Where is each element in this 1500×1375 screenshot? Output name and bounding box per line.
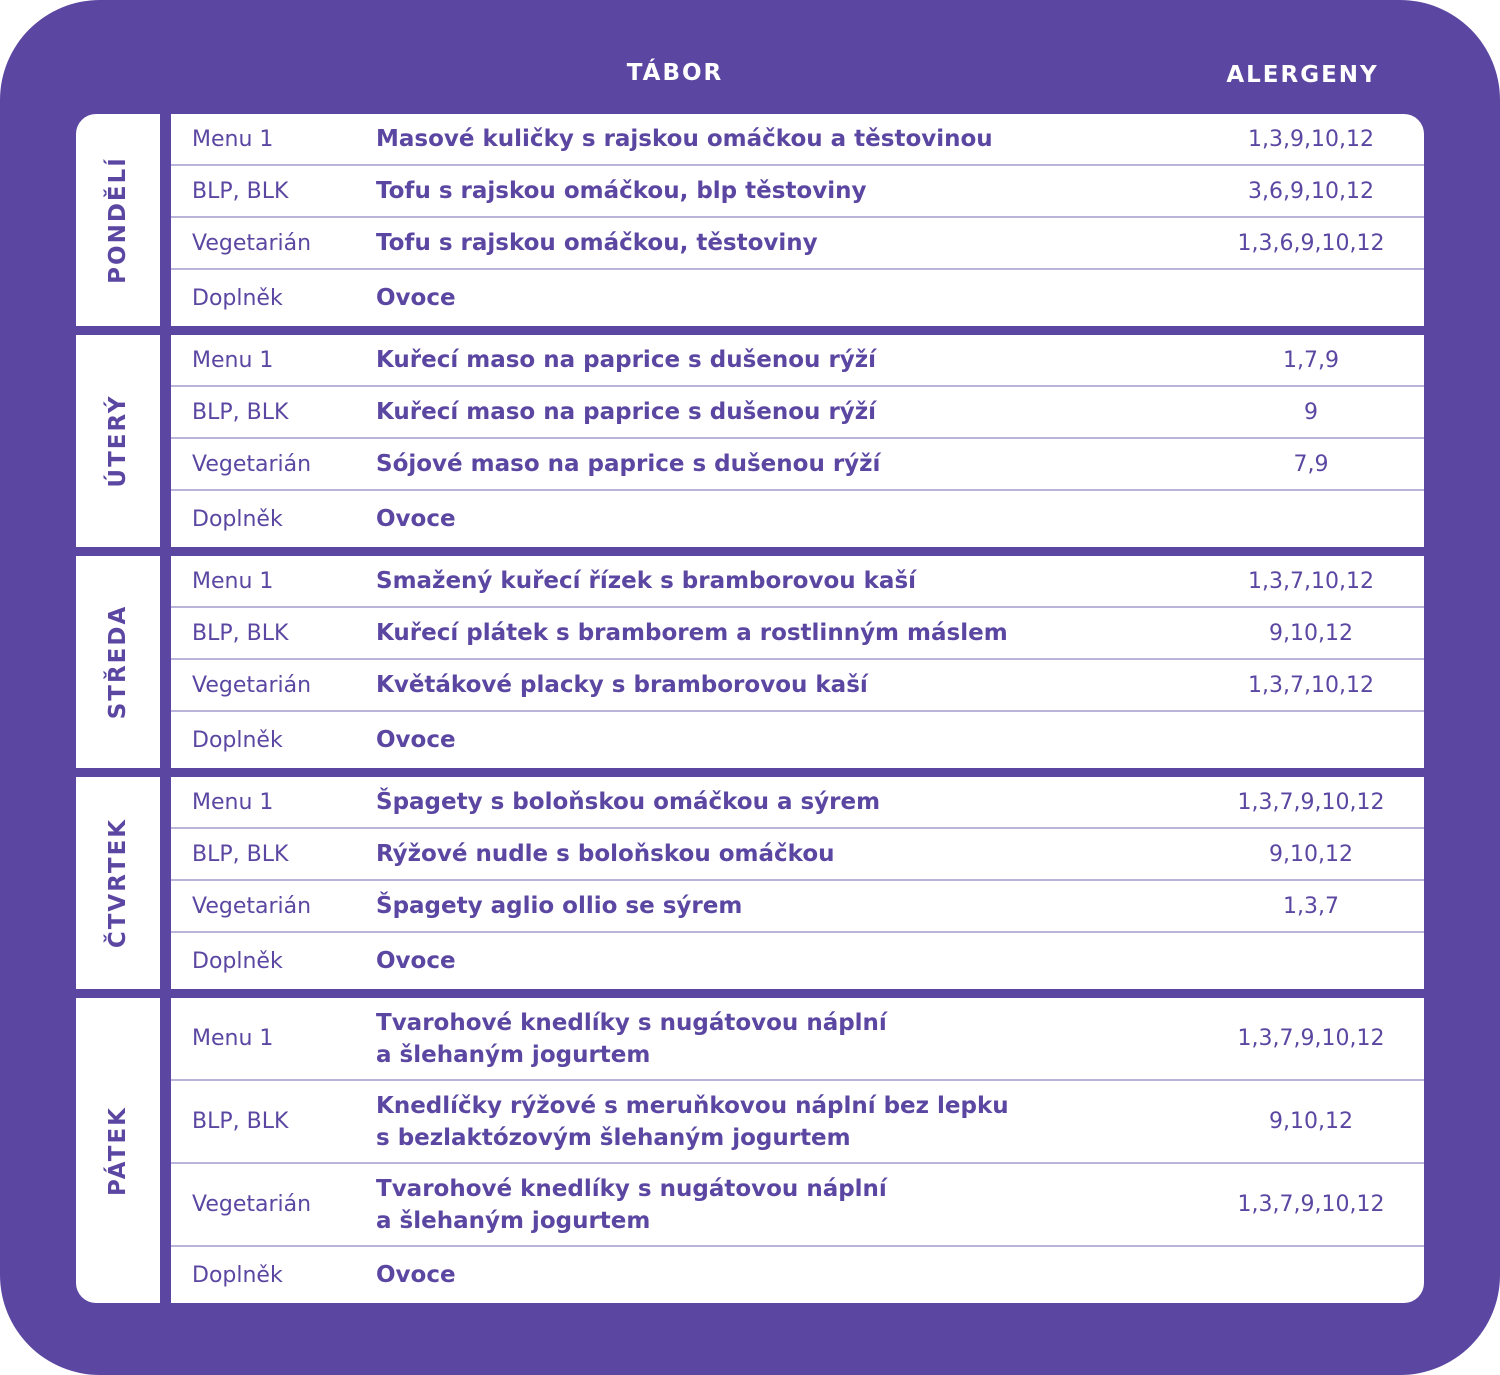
dish-name: Kuřecí maso na paprice s dušenou rýží [376,347,877,373]
menu-type: Menu 1 [192,789,274,815]
table-row [171,712,1424,768]
table-row [171,114,1424,166]
table-row [171,829,1424,881]
column-header-tabor: TÁBOR [626,60,724,86]
menu-type: BLP, BLK [192,620,289,646]
allergen-codes [1191,1247,1431,1303]
column-header-alergeny: ALERGENY [1226,62,1379,88]
allergen-codes: 1,3,7,9,10,12 [1237,1192,1385,1217]
dish-name: Tofu s rajskou omáčkou, blp těstoviny [376,178,867,204]
allergen-codes: 1,3,7,9,10,12 [1237,1026,1385,1051]
table-row [171,1081,1424,1164]
day-section-patek [171,998,1424,1303]
table-row [171,608,1424,660]
day-label-utery [76,335,160,547]
table-row [171,218,1424,270]
dish-name: Knedlíčky rýžové s meruňkovou náplní bez lepku s bezlaktózovým šlehaným jogurtem [376,1092,1009,1151]
menu-type: Doplněk [192,285,283,311]
day-section-pondeli [171,114,1424,326]
allergen-codes: 9 [1304,399,1318,425]
day-section-utery [171,335,1424,547]
allergen-codes: 3,6,9,10,12 [1248,178,1374,204]
allergen-codes: 1,3,9,10,12 [1248,126,1374,152]
menu-type: Menu 1 [192,126,274,152]
menu-type: Vegetarián [192,230,312,256]
dish-name: Ovoce [376,506,456,532]
allergen-codes: 9,10,12 [1269,841,1353,867]
table-row [171,387,1424,439]
menu-type: BLP, BLK [192,399,289,425]
dish-name: Rýžové nudle s boloňskou omáčkou [376,841,835,867]
dish-name: Ovoce [376,948,456,974]
menu-type: Menu 1 [192,347,274,373]
day-label-streda [76,556,160,768]
dish-name: Kuřecí maso na paprice s dušenou rýží [376,399,877,425]
day-label-ctvrtek [76,777,160,989]
menu-type: Vegetarián [192,1192,312,1217]
table-row [171,439,1424,491]
allergen-codes [1191,933,1431,989]
table-row [171,1164,1424,1247]
allergen-codes: 9,10,12 [1269,620,1353,646]
table-row [171,998,1424,1081]
dish-name: Smažený kuřecí řízek s bramborovou kaší [376,568,917,594]
allergen-codes: 1,7,9 [1283,347,1339,373]
allergen-codes: 1,3,6,9,10,12 [1237,230,1385,256]
allergen-codes [1191,270,1431,326]
table-row [171,777,1424,829]
dish-name: Špagety s boloňskou omáčkou a sýrem [376,789,881,815]
day-label-pondeli [76,114,160,326]
dish-name: Tvarohové knedlíky s nugátovou náplní a šlehaným jogurtem [376,1009,887,1068]
menu-type: BLP, BLK [192,178,289,204]
menu-type: Vegetarián [192,893,312,919]
day-label-patek [76,998,160,1303]
dish-name: Sójové maso na paprice s dušenou rýží [376,451,881,477]
dish-name: Ovoce [376,727,456,753]
dish-name: Květákové placky s bramborovou kaší [376,672,868,698]
dish-name: Ovoce [376,1262,456,1288]
table-row [171,1247,1424,1303]
table-row [171,933,1424,989]
dish-name: Ovoce [376,285,456,311]
allergen-codes [1191,491,1431,547]
allergen-codes: 7,9 [1293,451,1329,477]
menu-type: Doplněk [192,506,283,532]
dish-name: Masové kuličky s rajskou omáčkou a těstovinou [376,126,993,152]
table-row [171,270,1424,326]
menu-type: Doplněk [192,948,283,974]
menu-type: BLP, BLK [192,1109,289,1134]
allergen-codes: 1,3,7 [1283,893,1339,919]
menu-type: Menu 1 [192,1026,274,1051]
table-row [171,660,1424,712]
day-name: PONDĚLÍ [105,156,131,284]
allergen-codes: 1,3,7,10,12 [1248,568,1374,594]
allergen-codes: 1,3,7,9,10,12 [1237,789,1385,815]
allergen-codes: 9,10,12 [1269,1109,1353,1134]
menu-type: Doplněk [192,1262,283,1288]
dish-name: Tvarohové knedlíky s nugátovou náplní a šlehaným jogurtem [376,1175,887,1234]
menu-type: BLP, BLK [192,841,289,867]
allergen-codes [1191,712,1431,768]
day-name: PÁTEK [105,1105,131,1196]
table-row [171,166,1424,218]
table-row [171,556,1424,608]
table-row [171,881,1424,933]
menu-type: Doplněk [192,727,283,753]
dish-name: Kuřecí plátek s bramborem a rostlinným máslem [376,620,1008,646]
table-row [171,491,1424,547]
day-name: ÚTERÝ [105,394,131,488]
dish-name: Špagety aglio ollio se sýrem [376,893,743,919]
menu-type: Vegetarián [192,451,312,477]
day-section-ctvrtek [171,777,1424,989]
day-name: ČTVRTEK [105,817,131,949]
menu-type: Menu 1 [192,568,274,594]
table-row [171,335,1424,387]
day-section-streda [171,556,1424,768]
allergen-codes: 1,3,7,10,12 [1248,672,1374,698]
menu-type: Vegetarián [192,672,312,698]
day-name: STŘEDA [105,604,131,720]
dish-name: Tofu s rajskou omáčkou, těstoviny [376,230,818,256]
